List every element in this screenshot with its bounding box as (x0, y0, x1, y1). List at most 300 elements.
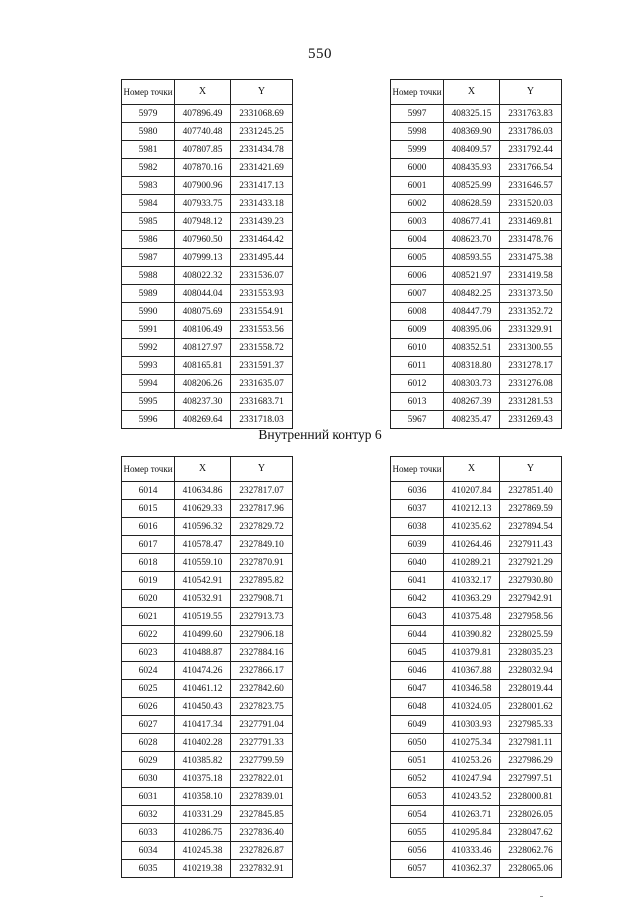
y-coordinate-cell: 2327985.33 (500, 716, 562, 734)
table-row (391, 177, 562, 195)
table-row (122, 860, 293, 878)
y-coordinate-cell: 2331278.17 (500, 357, 562, 375)
table-row (391, 267, 562, 285)
x-coordinate-cell: 410358.10 (175, 788, 231, 806)
table-row (391, 860, 562, 878)
table-row (391, 518, 562, 536)
y-coordinate-cell: 2327817.96 (231, 500, 293, 518)
y-coordinate-cell: 2327791.33 (231, 734, 293, 752)
x-coordinate-cell: 410542.91 (175, 572, 231, 590)
point-number-cell: 6017 (122, 536, 175, 554)
table-row (122, 680, 293, 698)
x-coordinate-cell: 410289.21 (444, 554, 500, 572)
x-coordinate-cell: 408525.99 (444, 177, 500, 195)
point-number-cell: 5967 (391, 411, 444, 429)
table-row (391, 644, 562, 662)
point-number-cell: 6036 (391, 482, 444, 500)
table-row (122, 123, 293, 141)
point-number-cell: 5999 (391, 141, 444, 159)
x-coordinate-cell: 408237.30 (175, 393, 231, 411)
x-coordinate-cell: 410596.32 (175, 518, 231, 536)
y-coordinate-cell: 2327930.80 (500, 572, 562, 590)
y-coordinate-cell: 2327913.73 (231, 608, 293, 626)
y-coordinate-cell: 2327911.43 (500, 536, 562, 554)
point-number-cell: 5982 (122, 159, 175, 177)
table-row (122, 734, 293, 752)
point-number-cell: 6043 (391, 608, 444, 626)
x-coordinate-cell: 410461.12 (175, 680, 231, 698)
point-number-cell: 6032 (122, 806, 175, 824)
point-number-cell: 5981 (122, 141, 175, 159)
x-coordinate-cell: 410331.29 (175, 806, 231, 824)
y-coordinate-cell: 2328026.05 (500, 806, 562, 824)
y-coordinate-cell: 2328019.44 (500, 680, 562, 698)
x-coordinate-cell: 410245.38 (175, 842, 231, 860)
y-coordinate-cell: 2327817.07 (231, 482, 293, 500)
column-header-x: X (175, 80, 231, 105)
x-coordinate-cell: 408206.26 (175, 375, 231, 393)
x-coordinate-cell: 407740.48 (175, 123, 231, 141)
table-row (122, 249, 293, 267)
point-number-cell: 6042 (391, 590, 444, 608)
point-number-cell: 5985 (122, 213, 175, 231)
table-header-row (391, 457, 562, 482)
table-row (122, 375, 293, 393)
point-number-cell: 6025 (122, 680, 175, 698)
y-coordinate-cell: 2327894.54 (500, 518, 562, 536)
y-coordinate-cell: 2331558.72 (231, 339, 293, 357)
x-coordinate-cell: 410532.91 (175, 590, 231, 608)
table-row (122, 770, 293, 788)
x-coordinate-cell: 410578.47 (175, 536, 231, 554)
x-coordinate-cell: 410367.88 (444, 662, 500, 680)
point-number-cell: 6055 (391, 824, 444, 842)
y-coordinate-cell: 2327942.91 (500, 590, 562, 608)
y-coordinate-cell: 2331635.07 (231, 375, 293, 393)
table-row (122, 195, 293, 213)
x-coordinate-cell: 408482.25 (444, 285, 500, 303)
y-coordinate-cell: 2327884.16 (231, 644, 293, 662)
x-coordinate-cell: 410219.38 (175, 860, 231, 878)
column-header-y: Y (231, 80, 293, 105)
point-number-cell: 5988 (122, 267, 175, 285)
column-header-point-number: Номер точки (391, 80, 444, 105)
table-row (122, 105, 293, 123)
y-coordinate-cell: 2328001.62 (500, 698, 562, 716)
x-coordinate-cell: 410295.84 (444, 824, 500, 842)
x-coordinate-cell: 407900.96 (175, 177, 231, 195)
page-number: 550 (308, 46, 332, 62)
point-number-cell: 6001 (391, 177, 444, 195)
point-number-cell: 5980 (122, 123, 175, 141)
table-row (122, 303, 293, 321)
x-coordinate-cell: 410264.46 (444, 536, 500, 554)
table-row (122, 500, 293, 518)
table-row (122, 842, 293, 860)
point-number-cell: 6030 (122, 770, 175, 788)
table-row (391, 734, 562, 752)
x-coordinate-cell: 410243.52 (444, 788, 500, 806)
x-coordinate-cell: 410417.34 (175, 716, 231, 734)
point-number-cell: 6016 (122, 518, 175, 536)
point-number-cell: 6052 (391, 770, 444, 788)
point-number-cell: 6044 (391, 626, 444, 644)
y-coordinate-cell: 2331683.71 (231, 393, 293, 411)
table-row (122, 267, 293, 285)
y-coordinate-cell: 2327823.75 (231, 698, 293, 716)
y-coordinate-cell: 2331276.08 (500, 375, 562, 393)
x-coordinate-cell: 408435.93 (444, 159, 500, 177)
y-coordinate-cell: 2328047.62 (500, 824, 562, 842)
point-number-cell: 6035 (122, 860, 175, 878)
table-row (122, 572, 293, 590)
x-coordinate-cell: 410303.93 (444, 716, 500, 734)
point-number-cell: 6012 (391, 375, 444, 393)
point-number-cell: 6002 (391, 195, 444, 213)
y-coordinate-cell: 2327921.29 (500, 554, 562, 572)
x-coordinate-cell: 408044.04 (175, 285, 231, 303)
table-row (391, 321, 562, 339)
point-number-cell: 5994 (122, 375, 175, 393)
y-coordinate-cell: 2327826.87 (231, 842, 293, 860)
coordinates-table-2 (390, 79, 562, 429)
y-coordinate-cell: 2327997.51 (500, 770, 562, 788)
y-coordinate-cell: 2331554.91 (231, 303, 293, 321)
table-row (122, 393, 293, 411)
point-number-cell: 6007 (391, 285, 444, 303)
point-number-cell: 5989 (122, 285, 175, 303)
point-number-cell: 5987 (122, 249, 175, 267)
y-coordinate-cell: 2327906.18 (231, 626, 293, 644)
y-coordinate-cell: 2328065.06 (500, 860, 562, 878)
y-coordinate-cell: 2331718.03 (231, 411, 293, 429)
table-row (122, 536, 293, 554)
table-row (391, 411, 562, 429)
x-coordinate-cell: 410286.75 (175, 824, 231, 842)
x-coordinate-cell: 408623.70 (444, 231, 500, 249)
point-number-cell: 6011 (391, 357, 444, 375)
point-number-cell: 6054 (391, 806, 444, 824)
column-header-point-number: Номер точки (122, 457, 175, 482)
y-coordinate-cell: 2327829.72 (231, 518, 293, 536)
x-coordinate-cell: 408395.06 (444, 321, 500, 339)
y-coordinate-cell: 2327791.04 (231, 716, 293, 734)
y-coordinate-cell: 2331434.78 (231, 141, 293, 159)
y-coordinate-cell: 2331792.44 (500, 141, 562, 159)
y-coordinate-cell: 2331553.56 (231, 321, 293, 339)
table-row (391, 231, 562, 249)
table-row (391, 159, 562, 177)
table-header-row (391, 80, 562, 105)
x-coordinate-cell: 410275.34 (444, 734, 500, 752)
y-coordinate-cell: 2331475.38 (500, 249, 562, 267)
table-row (122, 806, 293, 824)
table-row (122, 644, 293, 662)
point-number-cell: 6031 (122, 788, 175, 806)
point-number-cell: 5984 (122, 195, 175, 213)
point-number-cell: 5991 (122, 321, 175, 339)
table-row (391, 626, 562, 644)
point-number-cell: 6023 (122, 644, 175, 662)
x-coordinate-cell: 410559.10 (175, 554, 231, 572)
x-coordinate-cell: 410253.26 (444, 752, 500, 770)
y-coordinate-cell: 2331536.07 (231, 267, 293, 285)
table-row (391, 213, 562, 231)
table-row (122, 231, 293, 249)
point-number-cell: 5986 (122, 231, 175, 249)
y-coordinate-cell: 2327866.17 (231, 662, 293, 680)
point-number-cell: 6047 (391, 680, 444, 698)
x-coordinate-cell: 410450.43 (175, 698, 231, 716)
y-coordinate-cell: 2331068.69 (231, 105, 293, 123)
x-coordinate-cell: 410629.33 (175, 500, 231, 518)
y-coordinate-cell: 2331469.81 (500, 213, 562, 231)
point-number-cell: 6046 (391, 662, 444, 680)
point-number-cell: 6053 (391, 788, 444, 806)
table-row (391, 123, 562, 141)
table-row (391, 141, 562, 159)
y-coordinate-cell: 2331478.76 (500, 231, 562, 249)
point-number-cell: 6028 (122, 734, 175, 752)
y-coordinate-cell: 2331417.13 (231, 177, 293, 195)
table-row (122, 716, 293, 734)
point-number-cell: 6022 (122, 626, 175, 644)
y-coordinate-cell: 2331433.18 (231, 195, 293, 213)
table-row (122, 698, 293, 716)
table-row (122, 824, 293, 842)
y-coordinate-cell: 2331352.72 (500, 303, 562, 321)
table-row (122, 518, 293, 536)
y-coordinate-cell: 2331520.03 (500, 195, 562, 213)
point-number-cell: 5998 (391, 123, 444, 141)
x-coordinate-cell: 408269.64 (175, 411, 231, 429)
x-coordinate-cell: 410332.17 (444, 572, 500, 590)
table-row (391, 500, 562, 518)
coordinates-table-4 (390, 456, 562, 878)
x-coordinate-cell: 410333.46 (444, 842, 500, 860)
coordinates-table-1 (121, 79, 293, 429)
point-number-cell: 6029 (122, 752, 175, 770)
table-row (122, 662, 293, 680)
column-header-y: Y (500, 457, 562, 482)
table-row (122, 788, 293, 806)
y-coordinate-cell: 2327851.40 (500, 482, 562, 500)
x-coordinate-cell: 410263.71 (444, 806, 500, 824)
y-coordinate-cell: 2331300.55 (500, 339, 562, 357)
point-number-cell: 6018 (122, 554, 175, 572)
x-coordinate-cell: 408075.69 (175, 303, 231, 321)
x-coordinate-cell: 408369.90 (444, 123, 500, 141)
coordinates-table-3 (121, 456, 293, 878)
x-coordinate-cell: 410212.13 (444, 500, 500, 518)
y-coordinate-cell: 2328025.59 (500, 626, 562, 644)
y-coordinate-cell: 2327842.60 (231, 680, 293, 698)
y-coordinate-cell: 2331763.83 (500, 105, 562, 123)
point-number-cell: 6049 (391, 716, 444, 734)
x-coordinate-cell: 410362.37 (444, 860, 500, 878)
x-coordinate-cell: 407896.49 (175, 105, 231, 123)
column-header-x: X (444, 80, 500, 105)
point-number-cell: 6003 (391, 213, 444, 231)
y-coordinate-cell: 2327986.29 (500, 752, 562, 770)
table-row (122, 554, 293, 572)
table-row (122, 626, 293, 644)
point-number-cell: 6015 (122, 500, 175, 518)
x-coordinate-cell: 408165.81 (175, 357, 231, 375)
point-number-cell: 6048 (391, 698, 444, 716)
table-row (122, 159, 293, 177)
x-coordinate-cell: 408106.49 (175, 321, 231, 339)
x-coordinate-cell: 410207.84 (444, 482, 500, 500)
x-coordinate-cell: 408447.79 (444, 303, 500, 321)
table-row (391, 698, 562, 716)
table-row (391, 662, 562, 680)
table-row (122, 482, 293, 500)
point-number-cell: 5990 (122, 303, 175, 321)
x-coordinate-cell: 407807.85 (175, 141, 231, 159)
table-row (391, 788, 562, 806)
table-row (391, 285, 562, 303)
y-coordinate-cell: 2327839.01 (231, 788, 293, 806)
y-coordinate-cell: 2327895.82 (231, 572, 293, 590)
y-coordinate-cell: 2328000.81 (500, 788, 562, 806)
x-coordinate-cell: 408267.39 (444, 393, 500, 411)
y-coordinate-cell: 2327981.11 (500, 734, 562, 752)
table-header-row (122, 80, 293, 105)
x-coordinate-cell: 408318.80 (444, 357, 500, 375)
table-row (391, 357, 562, 375)
point-number-cell: 6041 (391, 572, 444, 590)
point-number-cell: 6013 (391, 393, 444, 411)
table-row (391, 842, 562, 860)
point-number-cell: 6038 (391, 518, 444, 536)
x-coordinate-cell: 407933.75 (175, 195, 231, 213)
y-coordinate-cell: 2331373.50 (500, 285, 562, 303)
point-number-cell: 6033 (122, 824, 175, 842)
table-header-row (122, 457, 293, 482)
y-coordinate-cell: 2331439.23 (231, 213, 293, 231)
table-row (122, 213, 293, 231)
table-row (391, 572, 562, 590)
column-header-point-number: Номер точки (122, 80, 175, 105)
x-coordinate-cell: 410235.62 (444, 518, 500, 536)
table-row (391, 375, 562, 393)
x-coordinate-cell: 408127.97 (175, 339, 231, 357)
point-number-cell: 6051 (391, 752, 444, 770)
x-coordinate-cell: 408022.32 (175, 267, 231, 285)
y-coordinate-cell: 2328062.76 (500, 842, 562, 860)
x-coordinate-cell: 410402.28 (175, 734, 231, 752)
point-number-cell: 6008 (391, 303, 444, 321)
x-coordinate-cell: 410379.81 (444, 644, 500, 662)
section-title: Внутренний контур 6 (258, 427, 382, 442)
table-row (122, 321, 293, 339)
x-coordinate-cell: 407999.13 (175, 249, 231, 267)
x-coordinate-cell: 408352.51 (444, 339, 500, 357)
table-row (122, 141, 293, 159)
column-header-x: X (444, 457, 500, 482)
table-row (391, 752, 562, 770)
table-row (391, 536, 562, 554)
x-coordinate-cell: 410363.29 (444, 590, 500, 608)
table-row (391, 608, 562, 626)
x-coordinate-cell: 408303.73 (444, 375, 500, 393)
point-number-cell: 6045 (391, 644, 444, 662)
x-coordinate-cell: 408628.59 (444, 195, 500, 213)
point-number-cell: 6024 (122, 662, 175, 680)
point-number-cell: 5997 (391, 105, 444, 123)
y-coordinate-cell: 2331495.44 (231, 249, 293, 267)
point-number-cell: 6057 (391, 860, 444, 878)
point-number-cell: 6026 (122, 698, 175, 716)
y-coordinate-cell: 2327870.91 (231, 554, 293, 572)
y-coordinate-cell: 2327822.01 (231, 770, 293, 788)
y-coordinate-cell: 2327832.91 (231, 860, 293, 878)
y-coordinate-cell: 2331646.57 (500, 177, 562, 195)
x-coordinate-cell: 410499.60 (175, 626, 231, 644)
x-coordinate-cell: 410346.58 (444, 680, 500, 698)
table-row (122, 177, 293, 195)
x-coordinate-cell: 407948.12 (175, 213, 231, 231)
x-coordinate-cell: 410385.82 (175, 752, 231, 770)
x-coordinate-cell: 410375.48 (444, 608, 500, 626)
point-number-cell: 6021 (122, 608, 175, 626)
x-coordinate-cell: 408325.15 (444, 105, 500, 123)
x-coordinate-cell: 408677.41 (444, 213, 500, 231)
table-row (391, 806, 562, 824)
point-number-cell: 5992 (122, 339, 175, 357)
table-row (122, 411, 293, 429)
table-row (391, 554, 562, 572)
point-number-cell: 6019 (122, 572, 175, 590)
point-number-cell: 5979 (122, 105, 175, 123)
point-number-cell: 6037 (391, 500, 444, 518)
table-row (391, 716, 562, 734)
table-row (391, 249, 562, 267)
column-header-x: X (175, 457, 231, 482)
point-number-cell: 6050 (391, 734, 444, 752)
table-row (391, 482, 562, 500)
point-number-cell: 5995 (122, 393, 175, 411)
table-row (391, 339, 562, 357)
column-header-y: Y (500, 80, 562, 105)
y-coordinate-cell: 2327836.40 (231, 824, 293, 842)
table-row (391, 393, 562, 411)
y-coordinate-cell: 2331464.42 (231, 231, 293, 249)
point-number-cell: 6006 (391, 267, 444, 285)
y-coordinate-cell: 2327958.56 (500, 608, 562, 626)
column-header-point-number: Номер точки (391, 457, 444, 482)
y-coordinate-cell: 2328035.23 (500, 644, 562, 662)
x-coordinate-cell: 410247.94 (444, 770, 500, 788)
y-coordinate-cell: 2331766.54 (500, 159, 562, 177)
scan-mark (540, 896, 543, 897)
y-coordinate-cell: 2327845.85 (231, 806, 293, 824)
point-number-cell: 6034 (122, 842, 175, 860)
point-number-cell: 6000 (391, 159, 444, 177)
y-coordinate-cell: 2327869.59 (500, 500, 562, 518)
table-row (122, 339, 293, 357)
point-number-cell: 6039 (391, 536, 444, 554)
point-number-cell: 6040 (391, 554, 444, 572)
point-number-cell: 6010 (391, 339, 444, 357)
point-number-cell: 6014 (122, 482, 175, 500)
point-number-cell: 6009 (391, 321, 444, 339)
table-row (122, 357, 293, 375)
y-coordinate-cell: 2331421.69 (231, 159, 293, 177)
y-coordinate-cell: 2331591.37 (231, 357, 293, 375)
point-number-cell: 6020 (122, 590, 175, 608)
